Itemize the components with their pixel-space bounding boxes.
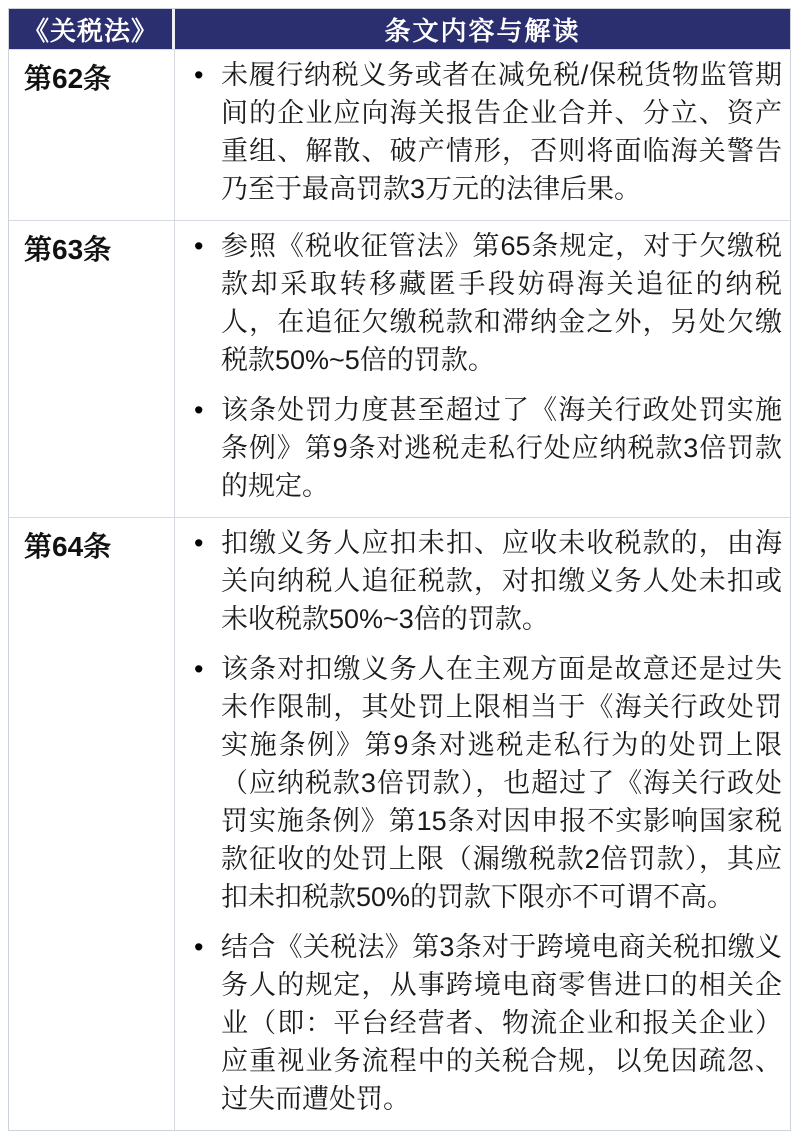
bullet-item: • 该条对扣缴义务人在主观方面是故意还是过失未作限制，其处罚上限相当于《海关行政处罚实施条例》第9条对逃税走私行为的处罚上限（应纳税款3倍罚款），也超过了《海关行政处罚实施条例》第15条对因申报不实影响国家税款征收的处罚上限（漏缴税款2倍罚款），其应扣未扣税款50%的罚款下限亦不可谓不高。 — [189, 650, 782, 916]
bullet-list — [189, 227, 782, 505]
header-content-column-title: 条文内容与解读 — [384, 15, 581, 46]
article-62-content-cell — [175, 50, 790, 220]
article-63-content-cell — [175, 221, 790, 517]
bullet-list — [189, 56, 782, 208]
bullet-item: • 扣缴义务人应扣未扣、应收未收税款的，由海关向纳税人追征税款，对扣缴义务人处未扣或未收税款50%~3倍的罚款。 — [189, 524, 782, 638]
article-number-63: 第63条 — [9, 221, 175, 517]
bullet-item: • 该条处罚力度甚至超过了《海关行政处罚实施条例》第9条对逃税走私行处应纳税款3倍罚款的规定。 — [189, 391, 782, 505]
article-number-64: 第64条 — [9, 518, 175, 1130]
bullet-list — [189, 524, 782, 1118]
table-row-article-63 — [9, 220, 790, 517]
table-row-article-64 — [9, 517, 790, 1130]
article-number-62: 第62条 — [9, 50, 175, 220]
bullet-item: • 参照《税收征管法》第65条规定，对于欠缴税款却采取转移藏匿手段妨碍海关追征的纳税人，在追征欠缴税款和滞纳金之外，另处欠缴税款50%~5倍的罚款。 — [189, 227, 782, 379]
header-law-column-title: 《关税法》 — [22, 15, 158, 46]
table-row-article-62 — [9, 49, 790, 220]
table-header-row — [9, 9, 790, 49]
article-64-content-cell — [175, 518, 790, 1130]
bullet-item: • 未履行纳税义务或者在减免税/保税货物监管期间的企业应向海关报告企业合并、分立、资产重组、解散、破产情形，否则将面临海关警告乃至于最高罚款3万元的法律后果。 — [189, 56, 782, 208]
tariff-law-table — [8, 8, 791, 1131]
bullet-item: • 结合《关税法》第3条对于跨境电商关税扣缴义务人的规定，从事跨境电商零售进口的相关企业（即：平台经营者、物流企业和报关企业）应重视业务流程中的关税合规，以免因疏忽、过失而遭处罚。 — [189, 928, 782, 1118]
